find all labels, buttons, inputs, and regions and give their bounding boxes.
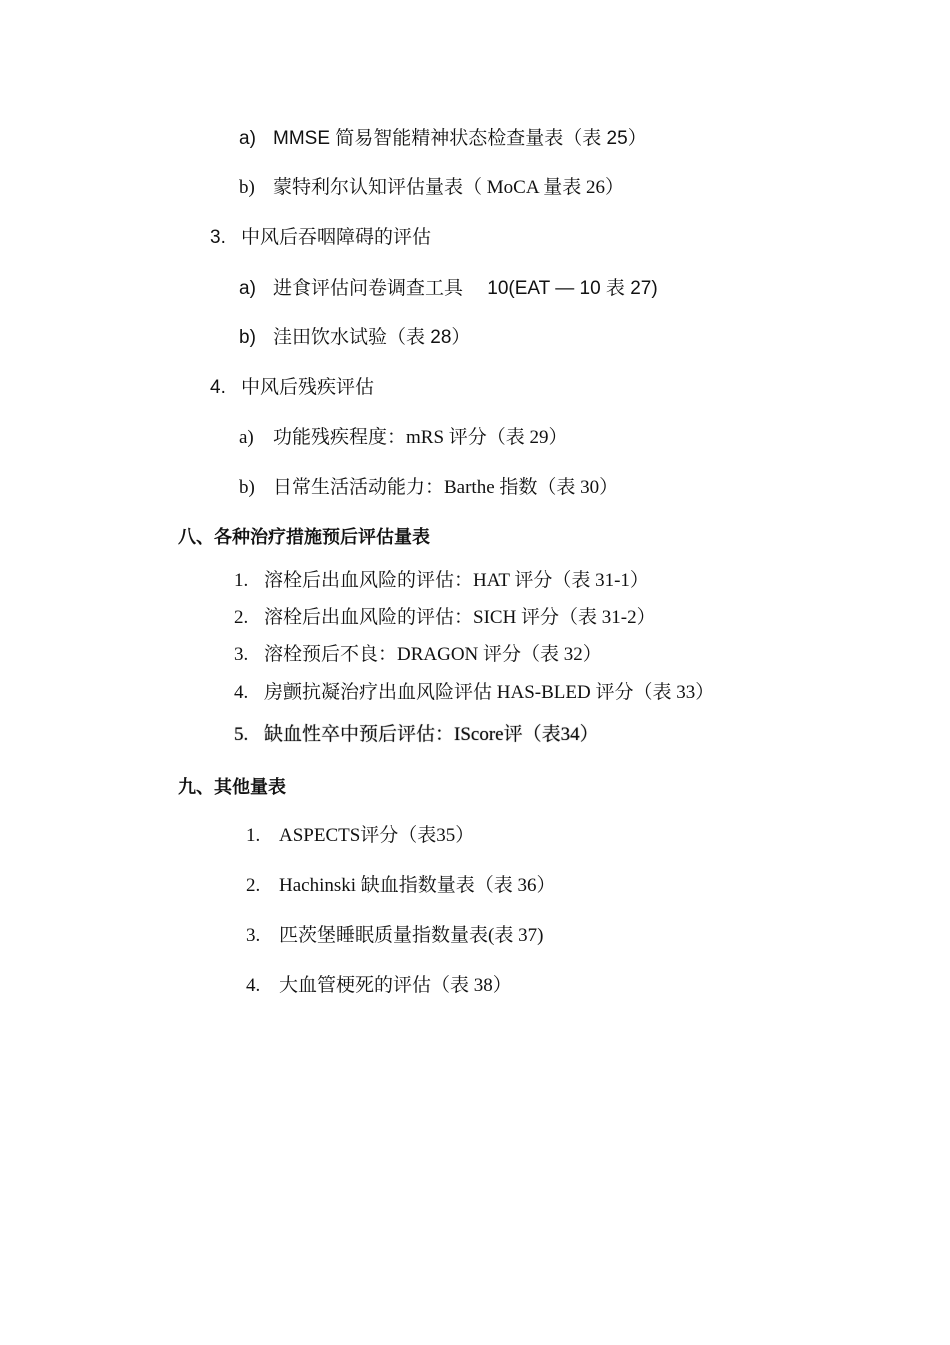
list-item-text: 房颤抗凝治疗出血风险评估 HAS-BLED 评分（表 33） — [264, 682, 715, 703]
list-item-text: 蒙特利尔认知评估量表（ MoCA 量表 26） — [273, 177, 624, 198]
list-item-text: 溶栓预后不良：DRAGON 评分（表 32） — [264, 644, 602, 665]
list-item-mmse — [239, 127, 647, 151]
list-item-text: Hachinski 缺血指数量表（表 36） — [279, 875, 556, 896]
list-marker: 2. — [246, 875, 261, 896]
list-item-eat10 — [239, 277, 658, 301]
list-item-sich — [234, 606, 656, 630]
list-item-text: 中风后吞咽障碍的评估 — [241, 227, 432, 248]
list-marker: a) — [239, 427, 254, 448]
list-item-text: 进食评估问卷调查工具 10(EAT — 10 表 27) — [273, 278, 658, 299]
list-item-hat — [234, 569, 649, 593]
list-item-text: 日常生活活动能力：Barthe 指数（表 30） — [273, 477, 619, 498]
list-item-text: 功能残疾程度：mRS 评分（表 29） — [273, 427, 568, 448]
list-item-text: 大血管梗死的评估（表 38） — [279, 975, 512, 996]
list-item-barthel — [239, 476, 618, 500]
list-item-text: 中风后残疾评估 — [241, 377, 375, 398]
list-item-dysphagia — [210, 226, 431, 250]
list-item-text: MMSE 简易智能精神状态检查量表（表 25） — [273, 128, 647, 149]
list-marker: a) — [239, 128, 256, 149]
section-heading-9: 九、其他量表 — [178, 777, 286, 798]
list-item-hachinski — [246, 874, 556, 898]
list-marker: 1. — [234, 570, 249, 591]
list-item-text: 匹茨堡睡眠质量指数量表(表 37) — [279, 925, 544, 946]
list-item-water-test — [239, 326, 470, 350]
list-item-text: ASPECTS评分（表35） — [279, 825, 475, 846]
list-marker: a) — [239, 278, 256, 299]
list-item-dragon — [234, 643, 602, 667]
list-marker: 1. — [246, 825, 261, 846]
section-heading-8: 八、各种治疗措施预后评估量表 — [178, 527, 430, 548]
list-item-large-vessel — [246, 974, 512, 998]
list-item-moca — [239, 176, 624, 200]
list-item-aspects — [246, 824, 474, 848]
list-marker: 4. — [234, 682, 249, 703]
list-marker: b) — [239, 327, 256, 348]
list-marker: 4. — [246, 975, 261, 996]
list-marker: 4. — [210, 377, 226, 398]
list-marker: b) — [239, 477, 255, 498]
list-item-disability — [210, 376, 374, 400]
list-marker: b) — [239, 177, 255, 198]
list-item-iscore — [234, 723, 599, 747]
list-item-text: 洼田饮水试验（表 28） — [273, 327, 471, 348]
list-item-psqi — [246, 924, 543, 948]
list-item-text: 溶栓后出血风险的评估：SICH 评分（表 31-2） — [264, 607, 656, 628]
list-marker: 2. — [234, 607, 249, 628]
list-item-has-bled — [234, 681, 714, 705]
list-item-text: 缺血性卒中预后评估：IScore评（表34） — [264, 724, 599, 745]
list-marker: 5. — [234, 724, 249, 745]
list-marker: 3. — [234, 644, 249, 665]
list-item-text: 溶栓后出血风险的评估：HAT 评分（表 31-1） — [264, 570, 649, 591]
list-marker: 3. — [246, 925, 261, 946]
list-item-mrs — [239, 426, 568, 450]
list-marker: 3. — [210, 227, 226, 248]
